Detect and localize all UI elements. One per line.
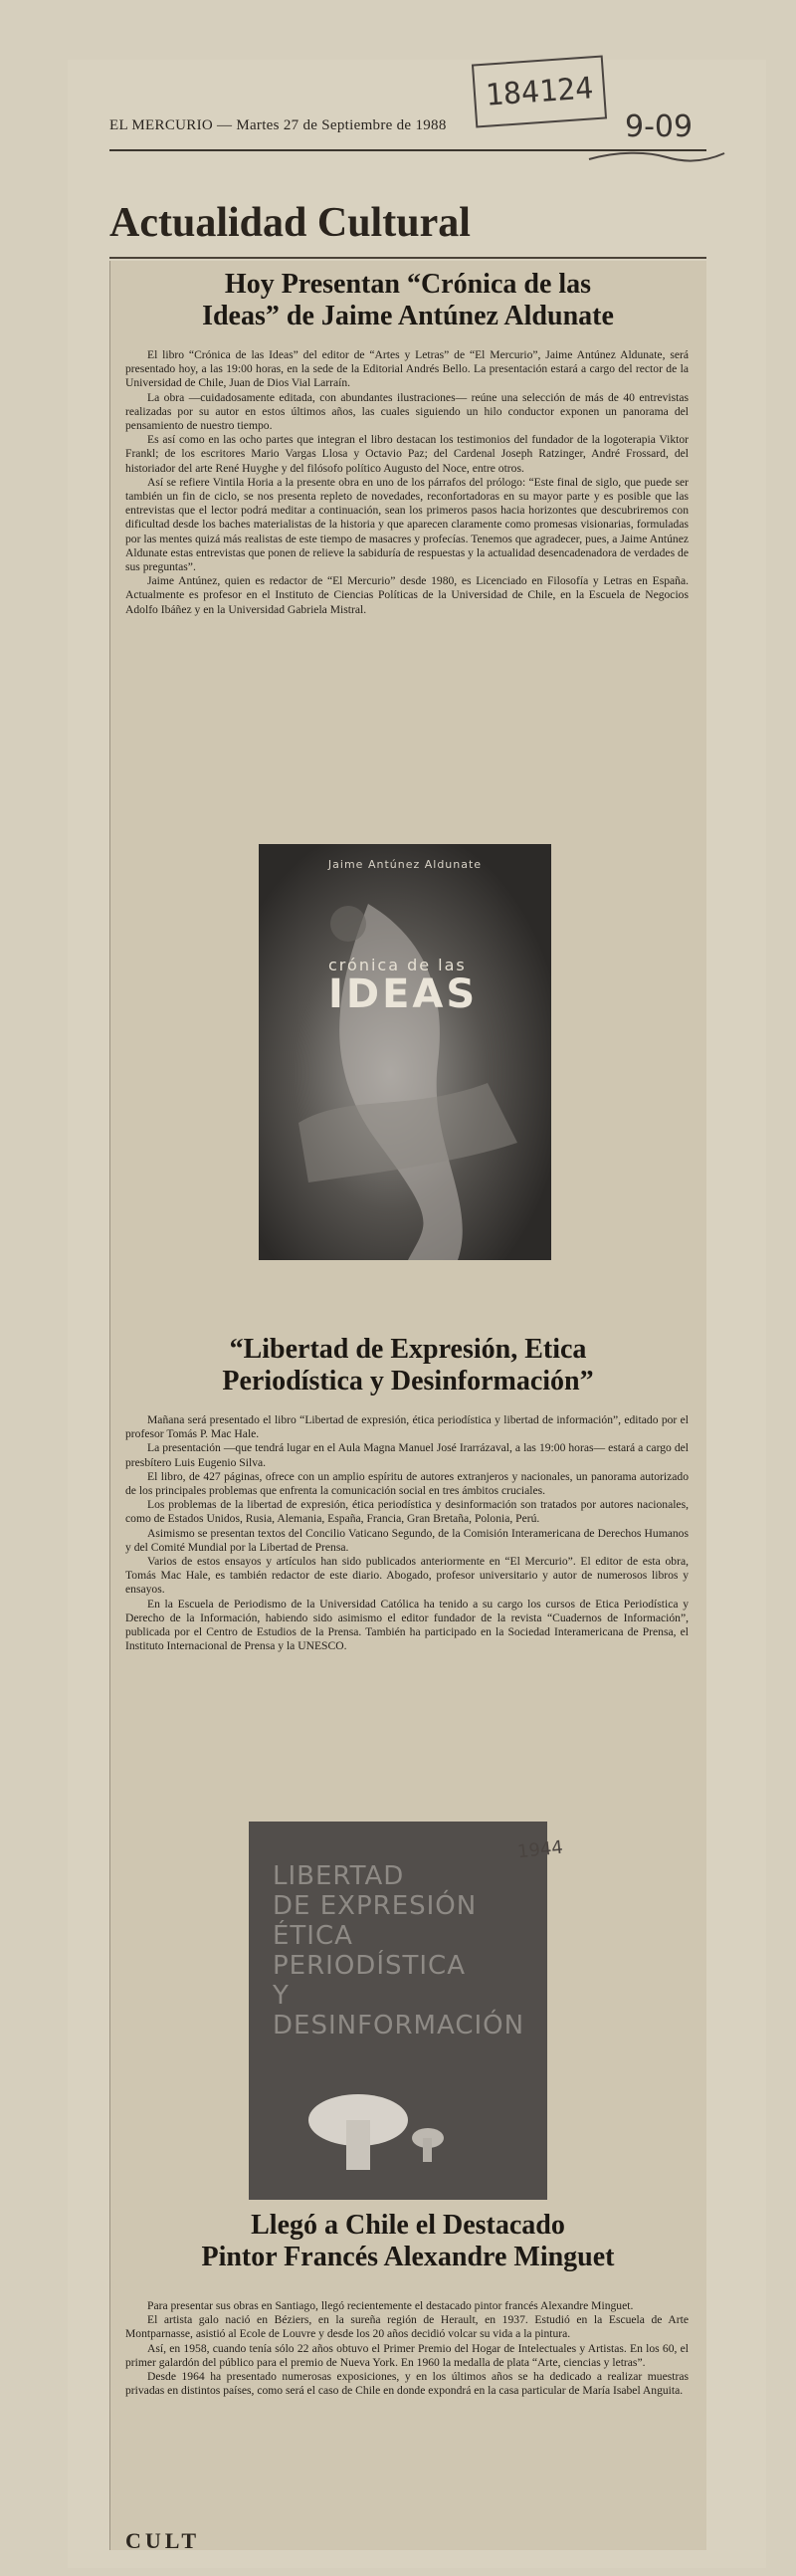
article-2-headline (119, 1334, 696, 1398)
article-2-headline-line1: “Libertad de Expresión, Etica (229, 1334, 587, 1365)
article-1-paragraph: Jaime Antúnez, quien es redactor de “El Mercurio” desde 1980, es Licenciado en Filosofía y Letras en España. Actualmente es profesor en el Instituto de Ciencias Políticas de la Universidad de Chile, en la Escuela de Negocios Adolfo Ibáñez y en la Universidad Gabriela Mistral. (125, 574, 689, 616)
article-1-headline (119, 269, 696, 333)
article-2-headline-line2: Periodística y Desinformación” (222, 1366, 594, 1397)
cover-2-title-line: ÉTICA PERIODÍSTICA (273, 1921, 466, 1981)
article-3-headline (119, 2210, 696, 2274)
cover-2-title-line: DE EXPRESIÓN (273, 1891, 478, 1921)
book-cover-cronica-de-las-ideas (259, 844, 551, 1260)
archive-number: 184124 (484, 70, 595, 113)
article-1-paragraph: La obra —cuidadosamente editada, con abundantes ilustraciones— reúne una selección de más de 40 entrevistas realizadas por su autor en estos últimos años, las cuales siguiendo un hilo conductor exponen un panorama del pensamiento de nuestro tiempo. (125, 390, 689, 433)
article-1-body (125, 348, 689, 617)
article-3-paragraph: Para presentar sus obras en Santiago, llegó recientemente el destacado pintor francés Alexandre Minguet. (147, 2299, 634, 2312)
publication-date: Martes 27 de Septiembre de 1988 (236, 117, 447, 133)
cover-artwork (259, 844, 551, 1260)
cover-title-big: IDEAS (328, 971, 479, 1017)
handwritten-mark: 9-09 (625, 109, 694, 144)
cover-2-title-line: LIBERTAD (273, 1861, 405, 1891)
cover-title-small: crónica de las (328, 956, 467, 974)
masthead-rule (109, 149, 706, 151)
article-2-paragraph: Los problemas de la libertad de expresión, ética periodística y desinformación son tratados por autores nacionales, como de Estados Unidos, Rusia, Alemania, España, Francia, Gran Bretaña, Polonia, Perú. (125, 1498, 689, 1526)
archive-number-stamp (472, 55, 607, 127)
section-rule (109, 257, 706, 259)
pen-stroke (587, 149, 726, 163)
article-1-paragraph: Así se refiere Vintila Horia a la presente obra en uno de los párrafos del prólogo: “Este final de siglo, que puede ser también un fin de ciclo, se nos presenta repleto de novedades, reconfortadoras en su mayor parte y es posible que las entrevistas que el lector podrá meditar a continuación, sean los primeros pasos hacia horizontes que descubriremos con dificultad desde los baches materialistas de la historia y que aparecen claramente como promesas visionarias, formuladas por las mentes quizá más realistas de este tiempo de masacres y profecías. Tenemos que agradecer, pues, a Jaime Antúnez Aldunate estas entrevistas que ponen de relieve la sabiduría de respuestas y la actualidad desencadenadora de verdades de sus preguntas”. (125, 475, 689, 574)
article-2-paragraph: Asimismo se presentan textos del Concilio Vaticano Segundo, de la Comisión Interamericana de Derechos Humanos y del Comité Mundial por la Libertad de Prensa. (125, 1526, 689, 1554)
article-1-headline-line1: Hoy Presentan “Crónica de las (224, 269, 592, 300)
pencil-note: 1944 (516, 1836, 564, 1863)
section-title: Actualidad Cultural (109, 200, 471, 246)
article-2-paragraph: Mañana será presentado el libro “Libertad de expresión, ética periodística y libertad de información”, editado por el profesor Tomás P. Mac Hale. (125, 1413, 689, 1441)
article-1-paragraph: Es así como en las ocho partes que integran el libro destacan los testimonios del fundador de la logoterapia Viktor Frankl; de los escritores Mario Vargas Llosa y Octavio Paz; del Cardenal Joseph Ratzinger, André Frossard, del historiador del arte René Huyghe y del filósofo político Augusto del Noce, entre otros. (125, 433, 689, 475)
article-3-paragraph: El artista galo nació en Béziers, en la sureña región de Herault, en 1937. Estudió en la Escuela de Arte Montparnasse, asistió al Ecole de Louvre y desde los 20 años decidió volcar su vida a la pintura. (125, 2313, 689, 2341)
article-2-body (125, 1413, 689, 1653)
article-2-paragraph: La presentación —que tendrá lugar en el Aula Magna Manuel José Irarrázaval, a las 19:00 horas— estará a cargo del presbítero Luis Eugenio Silva. (125, 1441, 689, 1469)
book-cover-libertad-de-expresion (249, 1822, 547, 2200)
article-2-paragraph: El libro, de 427 páginas, ofrece con un amplio espíritu de autores extranjeros y nacionales, un panorama autorizado de los principales problemas que enfrenta la comunicación social en tres ámbitos cruciales. (125, 1469, 689, 1498)
article-3-paragraph: Así, en 1958, cuando tenía sólo 22 años obtuvo el Primer Premio del Hogar de Intelectuales y Artistas. En los 60, el primer galardón del público para el premio de Nueva York. En 1960 la medalla de plata “Arte, ciencias y letras”. (125, 2341, 689, 2369)
masthead-dash: — (217, 117, 233, 133)
article-2-paragraph: Varios de estos ensayos y artículos han sido publicados anteriormente en “El Mercurio”. El editor de esta obra, Tomás Mac Hale, es también redactor de este diario. Abogado, profesor universitario y autor de numerosos libros y ensayos. (125, 1555, 689, 1597)
cover-2-title-line: Y DESINFORMACIÓN (273, 1981, 525, 2040)
article-1-paragraph: El libro “Crónica de las Ideas” del editor de “Artes y Letras” de “El Mercurio”, Jaime Antúnez Aldunate, será presentado hoy, a las 19:00 horas, en la sede de la Editorial Andrés Bello. La presentación estará a cargo del rector de la Universidad de Chile, Juan de Dios Vial Larraín. (125, 348, 689, 390)
truncated-heading: CULT (125, 2528, 201, 2553)
article-3-headline-line1: Llegó a Chile el Destacado (251, 2210, 565, 2241)
clipping-edge (109, 261, 110, 2550)
article-2-paragraph: En la Escuela de Periodismo de la Universidad Católica ha tenido a su cargo los cursos de Etica Periodística y Derecho de la Información, habiendo sido asimismo el editor fundador de la revista “Cuadernos de Información”, publicada por el Centro de Estudios de la Prensa. También ha participado en la Sociedad Interamericana de Prensa, el Instituto Internacional de Prensa y la UNESCO. (125, 1597, 689, 1653)
newspaper-name: EL MERCURIO (109, 117, 213, 133)
article-1-headline-line2: Ideas” de Jaime Antúnez Aldunate (202, 301, 614, 332)
article-3-paragraph: Desde 1964 ha presentado numerosas exposiciones, y en los últimos años se ha dedicado a realizar muestras privadas en distintos países, como será el caso de Chile en donde expondrá en la casa particular de María Isabel Anguita. (125, 2370, 689, 2398)
cover-2-title (273, 1861, 531, 2040)
article-3-headline-line2: Pintor Francés Alexandre Minguet (201, 2242, 615, 2273)
article-3-body (125, 2299, 689, 2398)
cover-author: Jaime Antúnez Aldunate (327, 858, 483, 871)
